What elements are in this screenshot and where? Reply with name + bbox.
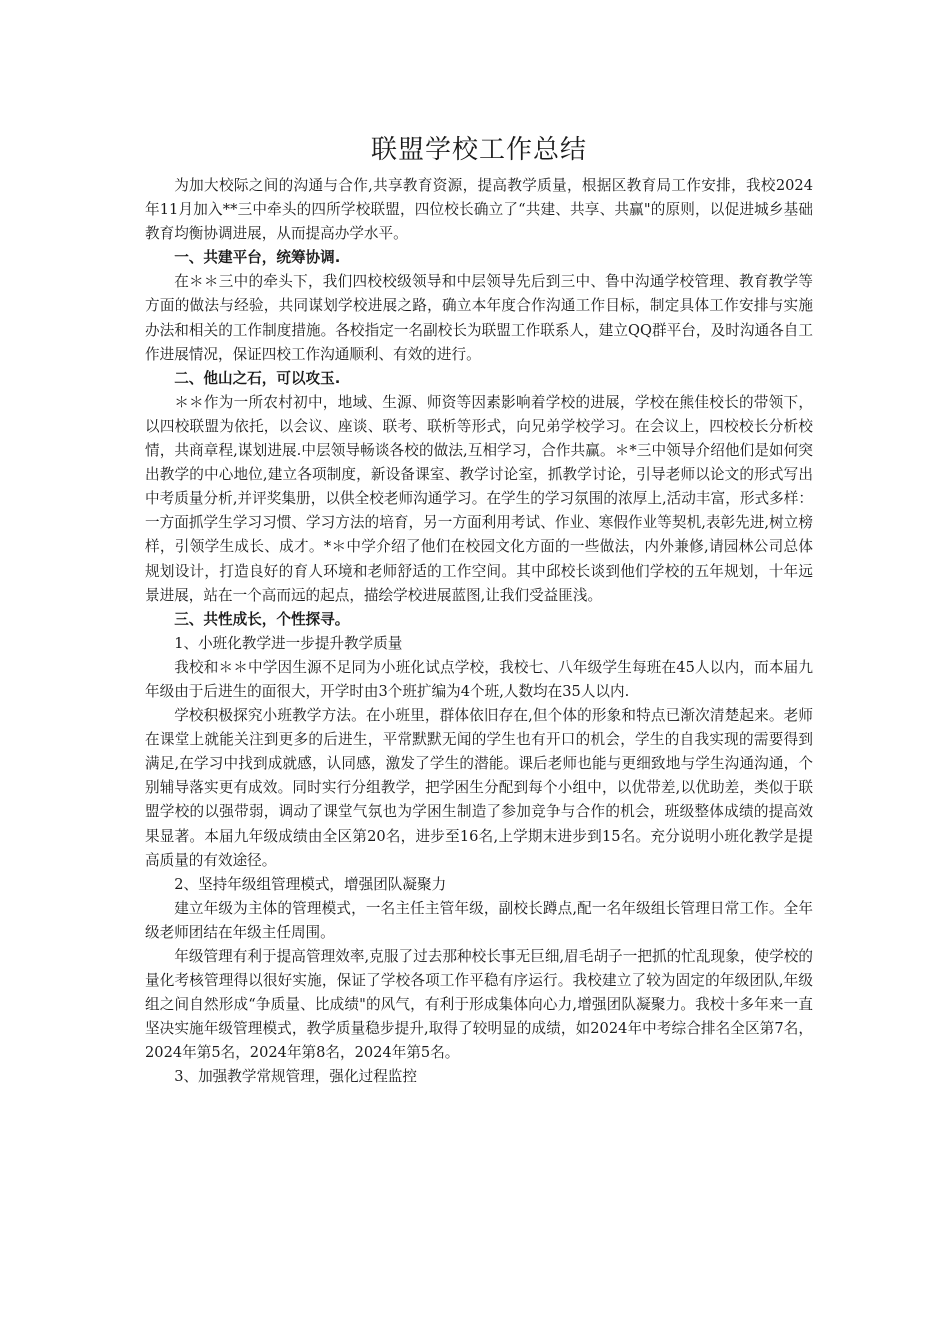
- item-3-title: 3、加强教学常规管理，强化过程监控: [174, 1068, 417, 1086]
- section-3-heading: 三、共性成长，个性探寻。: [174, 610, 350, 628]
- section-2-heading: 二、他山之石，可以攻玉.: [174, 369, 341, 387]
- document-title: 联盟学校工作总结: [370, 135, 587, 165]
- item-1-paragraph-1: 我校和＊＊中学因生源不足同为小班化试点学校，我校七、八年级学生每班在45人以内，而本届九年级由于后进生的面很大，开学时由3个班扩编为4个班,人数均在35人以内.: [145, 658, 813, 700]
- item-1-title: 1、小班化教学进一步提升教学质量: [174, 634, 403, 652]
- item-2-paragraph-2: 年级管理有利于提高管理效率,克服了过去那种校长事无巨细,眉毛胡子一把抓的忙乱现象，使学校的量化考核管理得以很好实施，保证了学校各项工作平稳有序运行。我校建立了较为固定的年级团队,年级组之间自然形成“争质量、比成绩"的风气，有利于形成集体向心力,增强团队凝聚力。我校十多年来一直坚决实施年级管理模式，教学质量稳步提升,取得了较明显的成绩，如2024年中考综合排名全区第7名，2024年第5名，2024年第8名，2024年第5名。: [145, 948, 813, 1062]
- item-2-paragraph-1: 建立年级为主体的管理模式，一名主任主管年级，副校长蹲点,配一名年级组长管理日常工作。全年级老师团结在年级主任周围。: [145, 899, 813, 941]
- item-2-title: 2、坚持年级组管理模式，增强团队凝聚力: [174, 875, 447, 893]
- item-1-paragraph-2: 学校积极探究小班教学方法。在小班里，群体依旧存在,但个体的形象和特点已渐次清楚起来。老师在课堂上就能关注到更多的后进生，平常默默无闻的学生也有开口的机会，学生的自我实现的需要得到满足,在学习中找到成就感，认同感，激发了学生的潜能。课后老师也能与更细致地与学生沟通沟通，个别辅导落实更有成效。同时实行分组教学，把学困生分配到每个小组中，以优带差,以优助差，类似于联盟学校的以强带弱，调动了课堂气氛也为学困生制造了参加竞争与合作的机会，班级整体成绩的提高效果显著。本届九年级成绩由全区第20名，进步至16名,上学期末进步到15名。充分说明小班化教学是提高质量的有效途径。: [145, 707, 813, 869]
- section-1-paragraph: 在＊＊三中的牵头下，我们四校校级领导和中层领导先后到三中、鲁中沟通学校管理、教育教学等方面的做法与经验，共同谋划学校进展之路，确立本年度合作沟通工作目标，制定具体工作安排与实施办法和相关的工作制度措施。各校指定一名副校长为联盟工作联系人，建立QQ群平台，及时沟通各自工作进展情况，保证四校工作沟通顺利、有效的进行。: [145, 273, 813, 363]
- section-1-heading: 一、共建平台，统筹协调.: [174, 249, 341, 267]
- intro-paragraph: 为加大校际之间的沟通与合作,共享教育资源，提高教学质量，根据区教育局工作安排，我校2024年11月加入**三中牵头的四所学校联盟，四位校长确立了“共建、共享、共赢"的原则，以促进城乡基础教育均衡协调进展，从而提高办学水平。: [145, 177, 813, 243]
- section-2-paragraph: ＊＊作为一所农村初中，地域、生源、师资等因素影响着学校的进展，学校在熊佳校长的带领下，以四校联盟为依托，以会议、座谈、联考、联析等形式，向兄弟学校学习。在会议上，四校校长分析校情，共商章程,谋划进展.中层领导畅谈各校的做法,互相学习，合作共赢。＊*三中领导介绍他们是如何突出教学的中心地位,建立各项制度，新设备课室、教学讨论室，抓教学讨论，引导老师以论文的形式写出中考质量分析,并评奖集册，以供全校老师沟通学习。在学生的学习氛围的浓厚上,活动丰富，形式多样：一方面抓学生学习习惯、学习方法的培育，另一方面利用考试、作业、寒假作业等契机,表彰先进,树立榜样，引领学生成长、成才。*＊中学介绍了他们在校园文化方面的一些做法，内外兼修,请园林公司总体规划设计，打造良好的育人环境和老师舒适的工作空间。其中邱校长谈到他们学校的五年规划，十年远景进展，站在一个高而远的起点，描绘学校进展蓝图,让我们受益匪浅。: [145, 393, 813, 604]
- document-page: [145, 128, 813, 1090]
